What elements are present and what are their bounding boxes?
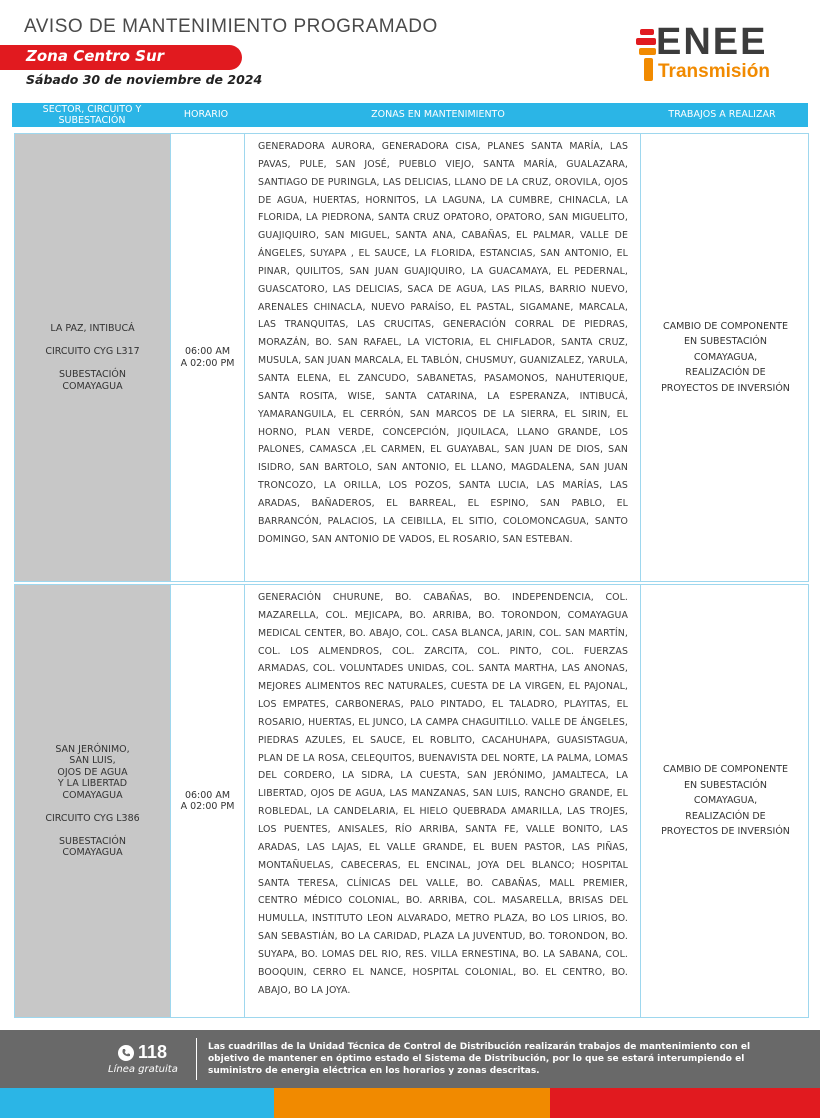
sector-cell: LA PAZ, INTIBUCÁ CIRCUITO CYG L317 SUBESTACIÓN COMAYAGUA xyxy=(45,323,140,392)
logo-subtitle: Transmisión xyxy=(658,61,770,82)
hotline-label: Línea gratuita xyxy=(108,1064,178,1075)
table-row xyxy=(14,133,809,582)
header-horario: HORARIO xyxy=(183,109,229,120)
stripe-orange xyxy=(274,1088,550,1118)
logo-bars-icon xyxy=(636,29,656,81)
table-header xyxy=(12,103,808,127)
zonas-cell: GENERACIÓN CHURUNE, BO. CABAÑAS, BO. INDEPENDENCIA, COL. MAZARELLA, COL. MEJICAPA, BO. ARRIBA, BO. TORONDON, COMAYAGUA MEDICAL CENTER, BO. ABAJO, COL. CASA BLANCA, JARIN, COL. SAN MARTÍN, COL. LOS ALMENDROS, COL. ZARCITA, COL. PINTO, COL. FUERZAS ARMADAS, COL. VOLUNTADES UNIDAS, COL. SANTA MARTHA, LAS ANONAS, MEJORES ALIMENTOS REC NATURALES, CUESTA DE LA VIRGEN, EL PAJONAL, LOS EMPATES, CARBONERAS, PALO PINTADO, EL TALADRO, PLAYITAS, EL ROSARIO, HUERTAS, EL JUNCO, LA CAMPA CHAGUITILLO. VALLE DE ÁNGELES, PIEDRAS AZULES, EL SAUCE, EL ROBLITO, CACAHUHAPA, GUASISTAGUA, PLAN DE LA ROSA, CELEQUITOS, BUENAVISTA DEL NORTE, LA PALMA, LOMAS DEL CORDERO, LA SIDRA, LA CUESTA, SAN JERÓNIMO, JAMALTECA, LA LIBERTAD, OJOS DE AGUA, LAS MANZANAS, SAN LUIS, RANCHO GRANDE, EL ROBLEDAL, LA CANDELARIA, EL HIELO QUEBRADA AMARILLA, LAS TROJES, LOS PUENTES, ANISALES, RÍO ARRIBA, SANTA FE, VALLE BONITO, LAS ARADAS, LAS LAJAS, EL VALLE GRANDE, EL BUEN PASTOR, LAS PIÑAS, MONTAÑUELAS, CABECERAS, EL ENCINAL, JOYA DEL BLANCO; HOSPITAL SANTA TERESA, CLÍNICAS DEL VALLE, BO. CABAÑAS, MALL PREMIER, CENTRO MÉDICO COLONIAL, BO. ARRIBA, COL. MASARELLA, BRISAS DEL HUMULLA, INSTITUTO LEON ALVARADO, METRO PLAZA, BO LOS LIRIOS, BO. SAN SEBASTIÁN, BO LA CARIDAD, PLAZA LA JUVENTUD, BO. TORONDON, BO. SUYAPA, BO. LOMAS DEL RIO, RES. VILLA ERNESTINA, BO. LA SABANA, COL. BOOQUIN, CERRO EL NANCE, HOSPITAL COLONIAL, BO. EL CENTRO, BO. ABAJO, BO LA JOYA. xyxy=(258,592,628,996)
zone-banner xyxy=(0,45,242,70)
horario-cell: 06:00 AM A 02:00 PM xyxy=(180,346,235,369)
zone-name: Zona Centro Sur xyxy=(26,47,165,65)
footer-banner xyxy=(0,1030,820,1088)
table-row xyxy=(14,584,809,1018)
sector-cell: SAN JERÓNIMO, SAN LUIS, OJOS DE AGUA Y LA LIBERTAD COMAYAGUA CIRCUITO CYG L386 SUBESTACIÓN COMAYAGUA xyxy=(45,743,140,858)
stripe-blue xyxy=(0,1088,274,1118)
stripe-red xyxy=(550,1088,820,1118)
phone-icon xyxy=(118,1045,134,1061)
enee-logo xyxy=(636,21,806,84)
header-sector: SECTOR, CIRCUITO Y SUBESTACIÓN xyxy=(42,103,142,126)
maintenance-date: Sábado 30 de noviembre de 2024 xyxy=(26,72,263,87)
header-zonas: ZONAS EN MANTENIMIENTO xyxy=(371,109,505,120)
header-trabajos: TRABAJOS A REALIZAR xyxy=(668,109,776,120)
trabajos-cell: CAMBIO DE COMPONENTE EN SUBESTACIÓN COMAYAGUA, REALIZACIÓN DE PROYECTOS DE INVERSIÓN xyxy=(661,320,790,394)
horario-cell: 06:00 AM A 02:00 PM xyxy=(180,789,235,812)
zonas-cell: GENERADORA AURORA, GENERADORA CISA, PLANES SANTA MARÍA, LAS PAVAS, PULE, SAN JOSÉ, PUEBLO VIEJO, SANTA MARÍA, GUALAZARA, SANTIAGO DE PURINGLA, LAS DELICIAS, LLANO DE LA CRUZ, OROVILA, OJOS DE AGUA, HUERTAS, HORNITOS, LA LAGUNA, LA CUMBRE, CHINACLA, LA FLORIDA, LA PIEDRONA, SANTA CRUZ OPATORO, OPATORO, SAN MIGUELITO, GUAJIQUIRO, SAN MIGUEL, SANTA ANA, CABAÑAS, EL PALMAR, VALLE DE ÁNGELES, SUYAPA , EL SAUCE, LA FLORIDA, ESTANCIAS, SAN ANTONIO, EL PINAR, QUILITOS, SAN JUAN GUAJIQUIRO, LA GUACAMAYA, EL PEDERNAL, GUASCATORO, LAS DELICIAS, SACA DE AGUA, LAS PILAS, BARRIO NUEVO, ARENALES CHINACLA, NUEVO PARAÍSO, EL PASTAL, SIGAMANE, MARCALA, LAS TRANQUITAS, LAS CRUCITAS, GENERACIÓN CORRAL DE PIEDRAS, MORAZÁN, BO. SAN RAFAEL, LA VICTORIA, EL CHIFLADOR, SANTA CRUZ, MUSULA, SAN JUAN MARCALA, EL TABLÓN, CHUSMUY, GUANIZALEZ, YARULA, SANTA ELENA, EL ZANCUDO, SABANETAS, PASAMONOS, NAHUTERIQUE, SANTA ROSITA, WISE, SANTA CATARINA, LA ESPERANZA, INTIBUCÁ, YAMARANGUILA, EL CERRÓN, SAN MARCOS DE LA SIERRA, EL SIRIN, EL HORNO, PLAN VERDE, CONCEPCIÓN, JIQUILACA, LLANO GRANDE, LOS PALONES, CAMASCA ,EL CARMEN, EL GUAYABAL, SAN JUAN DE DIOS, SAN ISIDRO, SAN BARTOLO, SAN ANTONIO, EL LLANO, MAGDALENA, SAN JUAN TRONCOZO, LA ORILLA, LOS POZOS, SANTA LUCIA, LAS MARÍAS, LAS ARADAS, BAÑADEROS, EL BARREAL, EL ESPINO, SAN PABLO, EL BARRANCÓN, PALACIOS, LA CEIBILLA, EL SITIO, COLOMONCAGUA, SANTO DOMINGO, SAN ANTONIO DE VADOS, EL ROSARIO, SAN ESTEBAN. xyxy=(258,141,628,545)
footer-divider xyxy=(196,1038,197,1080)
logo-word: ENEE xyxy=(656,21,768,63)
footer-notice: Las cuadrillas de la Unidad Técnica de Control de Distribución realizarán trabajos de mantenimiento con el objetivo de mantener en óptimo estado el Sistema de Distribución, por lo que se estará interumpiendo el suministro de energia eléctrica en los horarios y zonas descritas. xyxy=(208,1042,751,1076)
page-title: AVISO DE MANTENIMIENTO PROGRAMADO xyxy=(24,16,438,37)
trabajos-cell: CAMBIO DE COMPONENTE EN SUBESTACIÓN COMAYAGUA, REALIZACIÓN DE PROYECTOS DE INVERSIÓN xyxy=(661,764,790,838)
hotline-number: 118 xyxy=(138,1042,168,1062)
